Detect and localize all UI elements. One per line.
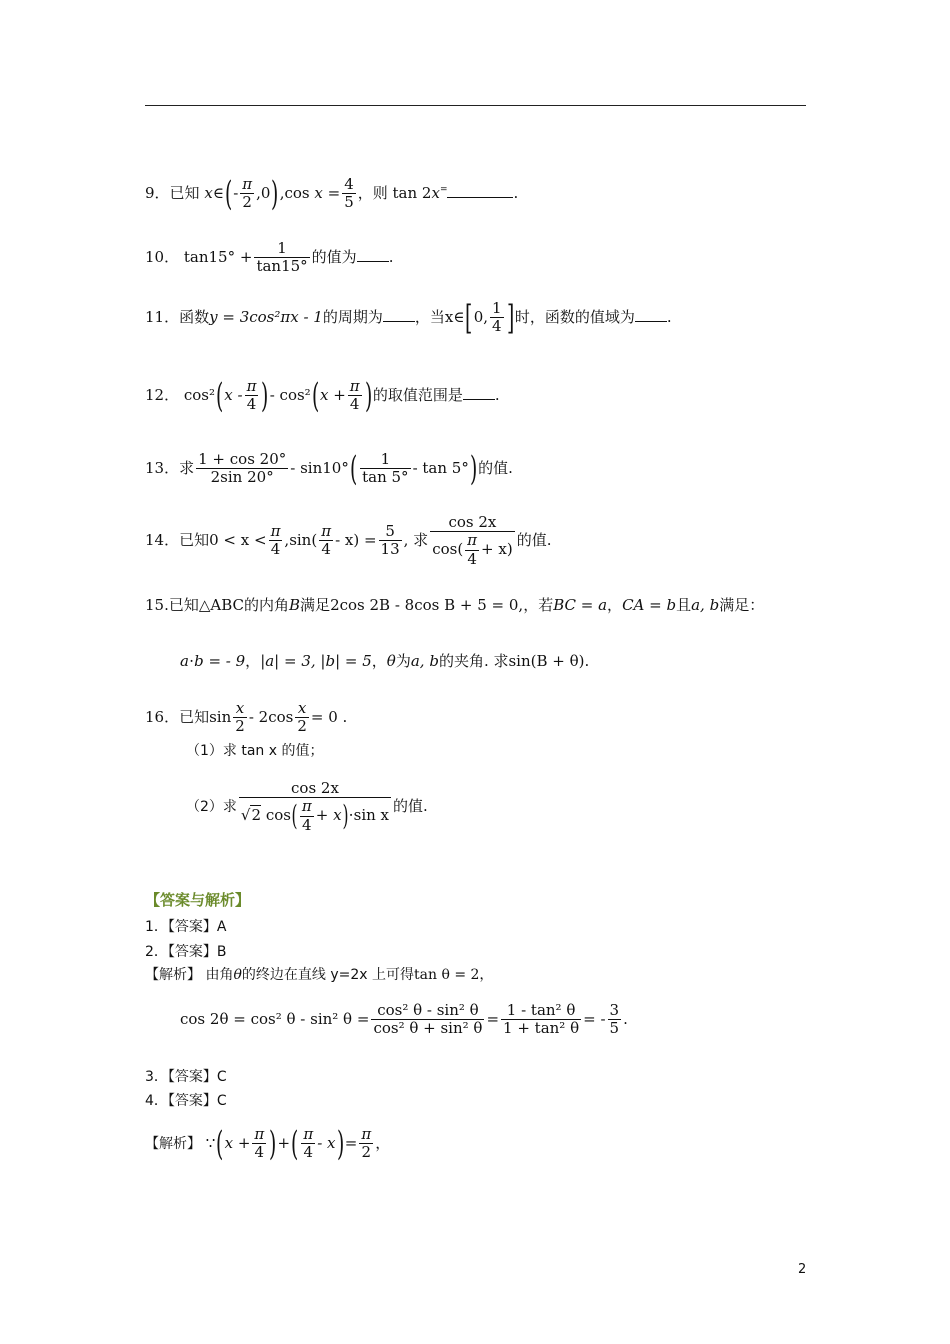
answer-2-explanation: 【解析】 由角θ的终边在直线 y=2x 上可得tan θ = 2，	[145, 967, 494, 983]
question-16: 16．已知sin $\frac{x}{2}$ - 2cos $\frac{x}{2}$ = 0 .	[145, 699, 348, 736]
question-15: 15.已知△ABC的内角B满足2cos 2B - 8cos B + 5 = 0,，若BC = a，CA = b且a, b满足：	[145, 596, 765, 614]
answer-4: 4．【答案】C	[145, 1093, 227, 1109]
answer-2-formula: cos 2θ = cos² θ - sin² θ = $\frac{\text{cos² θ - sin² θ}}{\text{cos² θ + sin² θ}}$ = $\frac{\text{1 - tan² θ}}{\text{1 + tan² θ}}$ = - $\frac{3}{5}$ .	[180, 1001, 628, 1038]
question-14: 14．已知0 < x < $\frac{\pi}{4}$ ,sin( $\frac{\pi}{4}$ - x) = $\frac{5}{13}$ , 求 cos 2x cos( $\frac{\pi}{4}$ + x) 的值.	[145, 513, 552, 568]
question-15-line2: a⋅b = - 9，|a| = 3, |b| = 5，θ为a, b的夹角. 求sin(B + θ).	[180, 652, 590, 670]
header-rule	[145, 105, 806, 106]
answer-2: 2．【答案】B	[145, 944, 227, 960]
question-12: 12． cos²(x - $\frac{\pi}{4}$ )- cos²(x + $\frac{\pi}{4}$ )的取值范围是 .	[145, 375, 500, 416]
question-11: 11．函数y = 3cos²πx - 1的周期为 ，当x∈[0, $\frac{1}{4}$ ]时，函数的值域为 .	[145, 297, 672, 338]
question-16-part-2: （2）求 cos 2x √2 cos( $\frac{\pi}{4}$ + x)⋅sin x 的值.	[186, 779, 428, 834]
answer-3: 3．【答案】C	[145, 1069, 227, 1085]
answer-1: 1．【答案】A	[145, 919, 227, 935]
page-number: 2	[798, 1262, 807, 1277]
question-13: 13．求 $\frac{1 + \cos 20^\circ}{2\sin 20^\circ}$ - sin10°( $\frac{1}{\tan 5^\circ}$ - tan 5°)的值.	[145, 448, 513, 489]
answers-title: 【答案与解析】	[145, 891, 251, 909]
answer-4-explanation: 【解析】 ∵(x + $\frac{\pi}{4}$ )+( $\frac{\pi}{4}$ - x)= $\frac{\pi}{2}$ ，	[145, 1123, 391, 1164]
question-10: 10． tan15° + $\frac{1}{\tan 15^\circ}$ 的值为 .	[145, 239, 394, 276]
question-16-part-1: （1）求 tan x 的值；	[186, 743, 324, 759]
question-9: 9．已知 x∈(- $\frac{\pi}{2}$ ,0),cos x = $\frac{4}{5}$ ，则 tan 2x= .	[145, 173, 519, 214]
